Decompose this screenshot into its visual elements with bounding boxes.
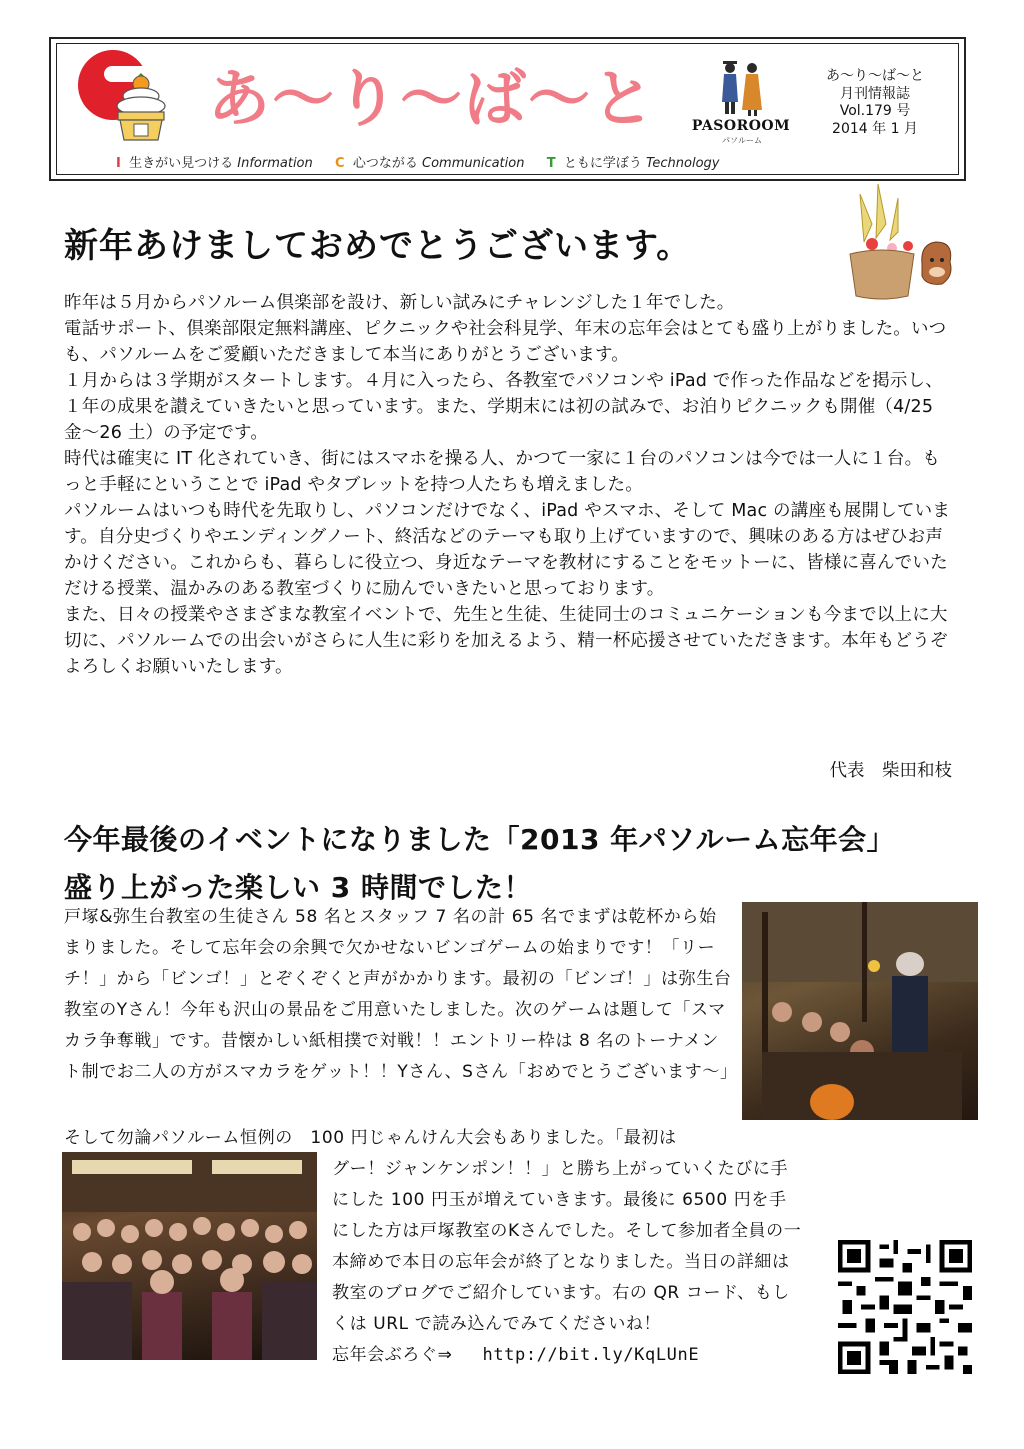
party-photo-toast bbox=[742, 902, 978, 1120]
tagline-letter-i: I bbox=[116, 156, 121, 171]
blog-label: 忘年会ぶろぐ⇒ bbox=[332, 1345, 453, 1365]
greeting-paragraph: 時代は確実に IT 化されていき、街にはスマホを操る人、かつて一家に１台のパソコンは今では一人に１台。もっと手軽にということで iPad やタブレットを持つ人たちも増えました。 bbox=[64, 449, 940, 495]
tagline-jp-3: ともに学ぼう bbox=[563, 156, 642, 171]
issue-volume: Vol.179 号 bbox=[839, 103, 911, 119]
greeting-paragraph: 電話サポート、倶楽部限定無料講座、ピクニックや社会科見学、年末の忘年会はとても盛り上がりました。いつも、パソルームをご愛顧いただきまして本当にありがとうございます。 bbox=[64, 319, 947, 365]
kadomatsu-ornament-icon bbox=[842, 184, 958, 304]
greeting-paragraph: また、日々の授業やさまざまな教室イベントで、先生と生徒、生徒同士のコミュニケーションも今まで以上に大切に、パソルームでの出会いがさらに人生に彩りを加えるよう、精一杯応援させていただきます。本年もどうぞよろしくお願いいたします。 bbox=[64, 605, 948, 677]
pasoroom-logo-text: PASOROOM bbox=[691, 118, 791, 134]
greeting-body bbox=[64, 290, 954, 680]
pasoroom-logo-kana: パソルーム bbox=[722, 136, 762, 145]
tagline-en-1: Information bbox=[237, 156, 313, 171]
issue-info bbox=[810, 68, 940, 138]
greeting-paragraph: パソルームはいつも時代を先取りし、パソコンだけでなく、iPad やスマホ、そして Mac の講座も展開しています。自分史づくりやエンディングノート、終活などのテーマも取り上げていますので、興味のある方はぜひお声かけください。これからも、暮らしに役立つ、身近なテーマを教材にすることをモットーに、皆様に喜んでいただける授業、温かみのある教室づくりに励んでいきたいと思っております。 bbox=[64, 501, 951, 599]
tagline-en-2: Communication bbox=[422, 156, 525, 171]
event-heading-line1: 今年最後のイベントになりました「2013 年パソルーム忘年会」 bbox=[64, 823, 896, 856]
tagline-en-3: Technology bbox=[646, 156, 720, 171]
tagline-letter-t: T bbox=[546, 156, 556, 171]
event-text-b: そして勿論パソルーム恒例の 100 円じゃんけん大会もありました。「最初は bbox=[64, 1128, 677, 1148]
greeting-paragraph: 昨年は５月からパソルーム倶楽部を設け、新しい試みにチャレンジした１年でした。 bbox=[64, 293, 735, 313]
tagline-jp-2: 心つながる bbox=[352, 156, 418, 171]
tagline-letter-c: C bbox=[335, 156, 345, 171]
issue-date: 2014 年 1 月 bbox=[832, 120, 918, 137]
blog-url-link[interactable]: http://bit.ly/KqLUnE bbox=[482, 1345, 700, 1365]
masthead-tagline bbox=[116, 152, 719, 171]
qr-code-icon[interactable] bbox=[838, 1240, 972, 1374]
event-text-c bbox=[332, 1154, 802, 1371]
masthead-title: あ～り～ば～と bbox=[208, 62, 657, 135]
event-heading-line2: 盛り上がった楽しい 3 時間でした！ bbox=[64, 871, 532, 904]
greeting-signature: 代表 柴田和枝 bbox=[829, 761, 952, 781]
issue-series: あ～り～ば～と bbox=[826, 68, 924, 84]
event-text-a: 戸塚&弥生台教室の生徒さん 58 名とスタッフ 7 名の計 65 名でまずは乾杯から始まりました。そして忘年会の余興で欠かせないビンゴゲームの始まりです！「リーチ！」から「ビンゴ！」とぞくぞくと声がかかります。最初の「ビンゴ！」は弥生台教室のYさん！今年も沢山の景品をご用意いたしました。次のゲームは題して「スマカラ争奪戦」です。昔懐かしい紙相撲で対戦！！エントリー枠は 8 名のトーナメント制でお二人の方がスマカラをゲット！！Yさん、Sさん「おめでとうございます～」 bbox=[64, 907, 738, 1082]
issue-kind: 月刊情報誌 bbox=[840, 85, 910, 102]
greeting-heading: 新年あけましておめでとうございます。 bbox=[64, 226, 692, 266]
tagline-jp-1: 生きがい見つける bbox=[129, 156, 234, 171]
event-text-c-body: グー！ジャンケンポン！！」と勝ち上がっていくたびに手にした 100 円玉が増えていきます。最後に 6500 円を手にした方は戸塚教室のKさんでした。そして参加者全員の一本締めで本日の忘年会が終了となりました。当日の詳細は教室のブログでご紹介しています。右の QR コード、もしくは URL で読み込んでみてくださいね！ bbox=[332, 1159, 802, 1334]
kagami-mochi-icon bbox=[110, 72, 172, 142]
greeting-paragraph: １月からは３学期がスタートします。４月に入ったら、各教室でパソコンや iPad で作った作品などを掲示し、１年の成果を讃えていきたいと思っています。また、学期末には初の試みで、お泊りピクニックも開催（4/25 金～26 土）の予定です。 bbox=[64, 371, 943, 443]
party-group-photo bbox=[62, 1152, 317, 1360]
